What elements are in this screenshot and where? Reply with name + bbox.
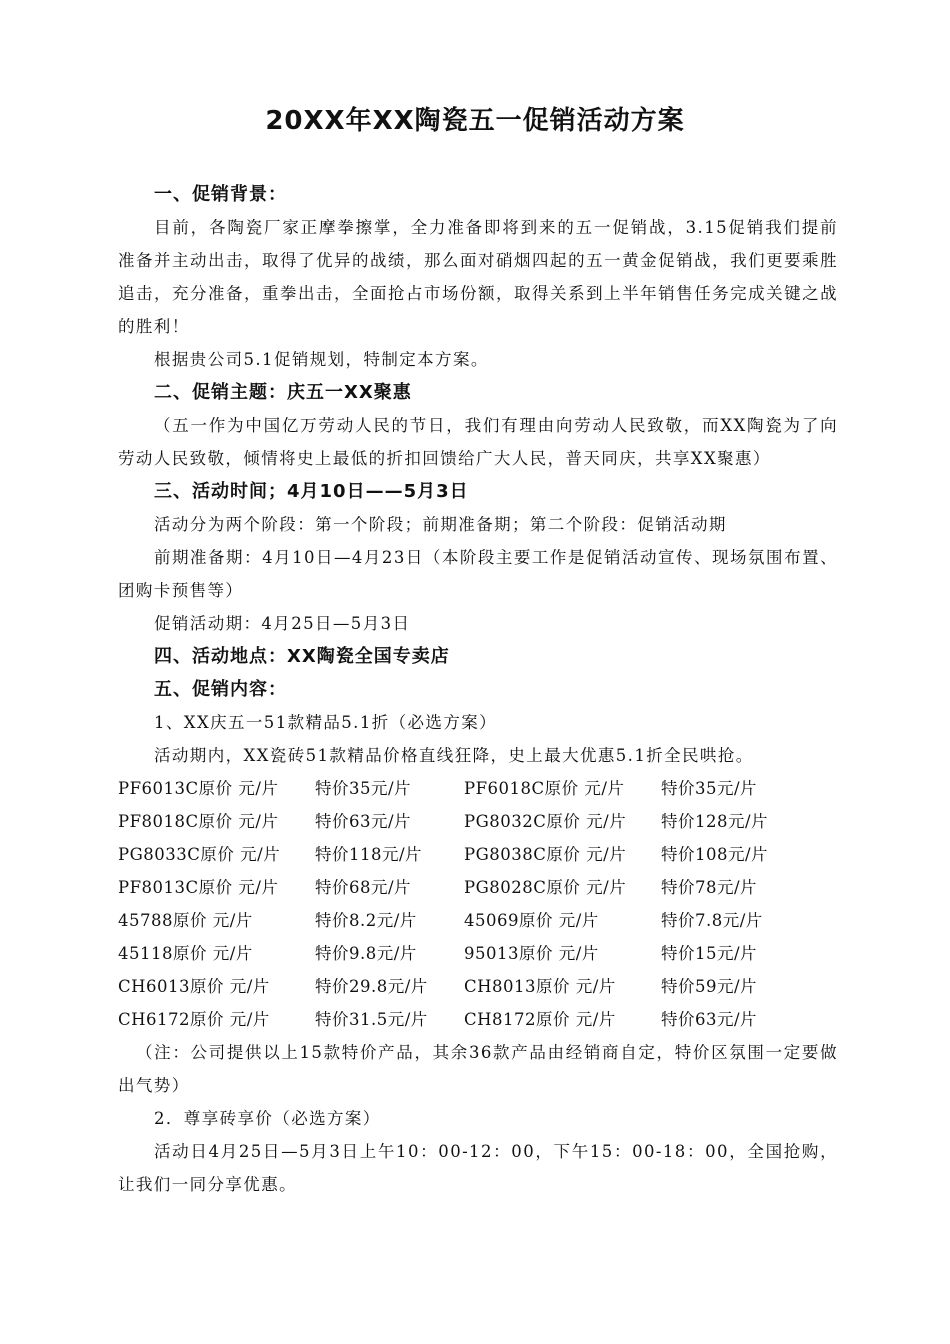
product-code: CH6172原价 元/片 [118, 1010, 270, 1029]
item2-title: 2．尊享砖享价（必选方案） [154, 1109, 381, 1128]
price-row [118, 1003, 838, 1036]
special-price: 特价108元/片 [661, 845, 769, 864]
product-code: 45788原价 元/片 [118, 911, 253, 930]
product-code: 45069原价 元/片 [464, 911, 599, 930]
price-row [118, 970, 838, 1003]
item1-title: 1、XX庆五一51款精品5.1折（必选方案） [154, 713, 498, 732]
theme-paragraph: （五一作为中国亿万劳动人民的节日，我们有理由向劳动人民致敬，而XX陶瓷为了向劳动人民致敬，倾情将史上最低的折扣回馈给广大人民，普天同庆，共享XX聚惠） [118, 416, 838, 468]
special-price: 特价8.2元/片 [315, 911, 417, 930]
price-row [118, 772, 838, 805]
special-price: 特价59元/片 [661, 977, 758, 996]
product-code: PG8028C原价 元/片 [464, 878, 627, 897]
product-code: 45118原价 元/片 [118, 944, 253, 963]
special-price: 特价31.5元/片 [315, 1010, 428, 1029]
price-row [118, 871, 838, 904]
promo-phase-paragraph: 促销活动期：4月25日—5月3日 [154, 614, 411, 633]
price-row [118, 937, 838, 970]
note-paragraph: （注：公司提供以上15款特价产品，其余36款产品由经销商自定，特价区氛围一定要做出气势） [118, 1043, 838, 1095]
section-heading-content: 五、促销内容： [154, 679, 287, 700]
background-paragraph: 目前，各陶瓷厂家正摩拳擦掌，全力准备即将到来的五一促销战，3.15促销我们提前准备并主动出击，取得了优异的战绩，那么面对硝烟四起的五一黄金促销战，我们更要乘胜追击，充分准备，重拳出击，全面抢占市场份额，取得关系到上半年销售任务完成关键之战的胜利！ [118, 218, 838, 336]
price-row [118, 904, 838, 937]
section-heading-background: 一、促销背景： [154, 184, 287, 205]
product-code: PG8032C原价 元/片 [464, 812, 627, 831]
special-price: 特价63元/片 [315, 812, 412, 831]
special-price: 特价35元/片 [661, 779, 758, 798]
product-code: CH8172原价 元/片 [464, 1010, 616, 1029]
special-price: 特价29.8元/片 [315, 977, 428, 996]
price-row [118, 838, 838, 871]
product-code: PF8018C原价 元/片 [118, 812, 279, 831]
price-list [118, 772, 838, 1036]
plan-basis-paragraph: 根据贵公司5.1促销规划，特制定本方案。 [154, 350, 489, 369]
product-code: 95013原价 元/片 [464, 944, 599, 963]
item2-description: 活动日4月25日—5月3日上午10：00-12：00，下午15：00-18：00，全国抢购，让我们一同分享优惠。 [118, 1142, 838, 1194]
special-price: 特价63元/片 [661, 1010, 758, 1029]
document-body [118, 178, 838, 1201]
special-price: 特价128元/片 [661, 812, 769, 831]
product-code: PF6013C原价 元/片 [118, 779, 279, 798]
product-code: PG8038C原价 元/片 [464, 845, 627, 864]
special-price: 特价7.8元/片 [661, 911, 763, 930]
section-heading-theme: 二、促销主题：庆五一XX聚惠 [154, 382, 412, 403]
product-code: CH8013原价 元/片 [464, 977, 616, 996]
special-price: 特价9.8元/片 [315, 944, 417, 963]
phases-paragraph: 活动分为两个阶段：第一个阶段；前期准备期；第二个阶段：促销活动期 [154, 515, 727, 534]
product-code: PG8033C原价 元/片 [118, 845, 281, 864]
special-price: 特价68元/片 [315, 878, 412, 897]
section-heading-location: 四、活动地点：XX陶瓷全国专卖店 [154, 646, 450, 667]
special-price: 特价78元/片 [661, 878, 758, 897]
prep-phase-paragraph: 前期准备期：4月10日—4月23日（本阶段主要工作是促销活动宣传、现场氛围布置、团购卡预售等） [118, 548, 838, 600]
special-price: 特价15元/片 [661, 944, 758, 963]
document-title: 20XX年XX陶瓷五一促销活动方案 [265, 106, 685, 136]
special-price: 特价118元/片 [315, 845, 423, 864]
special-price: 特价35元/片 [315, 779, 412, 798]
product-code: PF8013C原价 元/片 [118, 878, 279, 897]
product-code: PF6018C原价 元/片 [464, 779, 625, 798]
section-heading-time: 三、活动时间；4月10日——5月3日 [154, 481, 469, 502]
item1-description: 活动期内，XX瓷砖51款精品价格直线狂降，史上最大优惠5.1折全民哄抢。 [154, 746, 754, 765]
price-row [118, 805, 838, 838]
product-code: CH6013原价 元/片 [118, 977, 270, 996]
